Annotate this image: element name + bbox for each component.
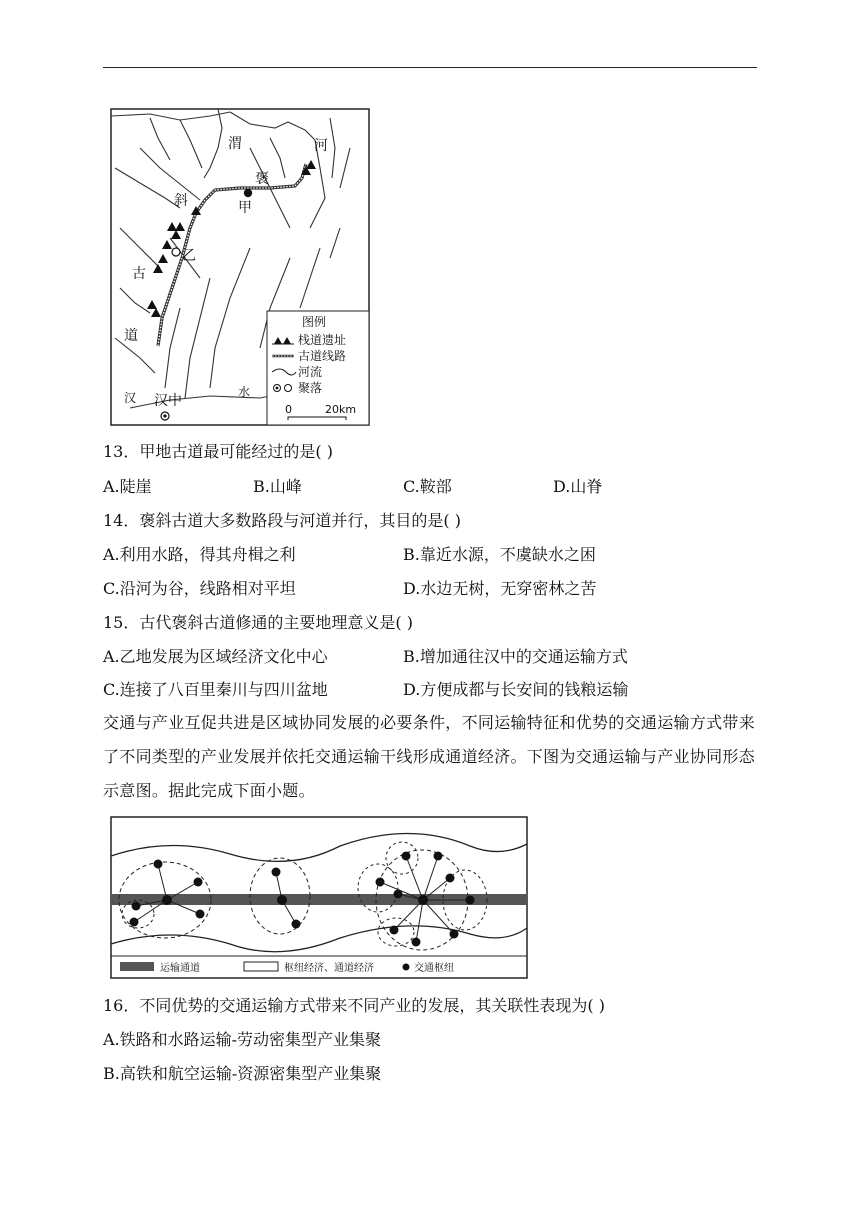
diagram-legend-hub: 交通枢纽 <box>414 963 454 974</box>
transport-industry-diagram <box>110 816 528 980</box>
legend-title: 图例 <box>302 315 327 329</box>
q14-option-c[interactable]: C.沿河为谷，线路相对平坦 <box>103 579 296 598</box>
label-hanzhong: 汉中 <box>154 393 182 409</box>
label-bao: 褒 <box>255 171 269 187</box>
intro-paragraph: 交通与产业互促共进是区域协同发展的必要条件，不同运输特征和优势的交通运输方式带来了不同类型的产业发展并依托交通运输干线形成通道经济。下图为交通运输与产业协同形态示意图。据此完成下面小题。 <box>103 713 756 800</box>
diagram-legend-corridor: 运输通道 <box>160 963 200 974</box>
label-wei: 渭 <box>228 136 242 152</box>
label-he: 河 <box>314 138 328 154</box>
q15-option-b[interactable]: B.增加通往汉中的交通运输方式 <box>403 647 628 666</box>
q15-option-d[interactable]: D.方便成都与长安间的钱粮运输 <box>403 680 629 699</box>
q16-stem: 16．不同优势的交通运输方式带来不同产业的发展，其关联性表现为( ) <box>103 996 605 1015</box>
label-jia: 甲 <box>238 200 252 216</box>
q14-option-d[interactable]: D.水边无树，无穿密林之苦 <box>403 579 597 598</box>
map-legend <box>267 311 369 425</box>
label-xie: 斜 <box>174 193 188 209</box>
q14-stem: 14．褒斜古道大多数路段与河道并行，其目的是( ) <box>103 511 461 530</box>
baoxie-road-map <box>110 108 372 428</box>
q13-option-b[interactable]: B.山峰 <box>253 477 302 496</box>
settlement-jia <box>244 189 252 197</box>
header-rule <box>103 67 757 68</box>
q13-option-c[interactable]: C.鞍部 <box>403 477 452 496</box>
q14-option-a[interactable]: A.利用水路，得其舟楫之利 <box>103 545 296 564</box>
q13-stem: 13．甲地古道最可能经过的是( ) <box>103 442 333 461</box>
legend-item-road: 古道线路 <box>298 349 347 363</box>
q15-stem: 15．古代褒斜古道修通的主要地理意义是( ) <box>103 613 413 632</box>
legend-item-river: 河流 <box>298 365 323 379</box>
q15-option-a[interactable]: A.乙地发展为区域经济文化中心 <box>103 647 328 666</box>
q15-option-c[interactable]: C.连接了八百里秦川与四川盆地 <box>103 680 328 699</box>
q13-option-d[interactable]: D.山脊 <box>553 477 603 496</box>
label-gu: 古 <box>132 266 146 282</box>
diagram-legend-economy: 枢纽经济、通道经济 <box>284 963 374 974</box>
legend-item-settlement: 聚落 <box>298 381 323 395</box>
label-shui: 水 <box>238 385 251 399</box>
label-dao: 道 <box>124 328 138 344</box>
settlement-yi <box>172 248 180 256</box>
q16-option-b[interactable]: B.高铁和航空运输-资源密集型产业集聚 <box>103 1064 382 1083</box>
q13-option-a[interactable]: A.陡崖 <box>103 477 152 496</box>
q14-option-b[interactable]: B.靠近水源，不虞缺水之困 <box>403 545 596 564</box>
legend-item-plank: 栈道遗址 <box>298 333 347 347</box>
label-han: 汉 <box>124 391 137 405</box>
label-yi: 乙 <box>182 248 196 264</box>
scale-zero: 0 <box>285 403 292 416</box>
q16-option-a[interactable]: A.铁路和水路运输-劳动密集型产业集聚 <box>103 1030 382 1049</box>
scale-dist: 20km <box>325 403 357 416</box>
